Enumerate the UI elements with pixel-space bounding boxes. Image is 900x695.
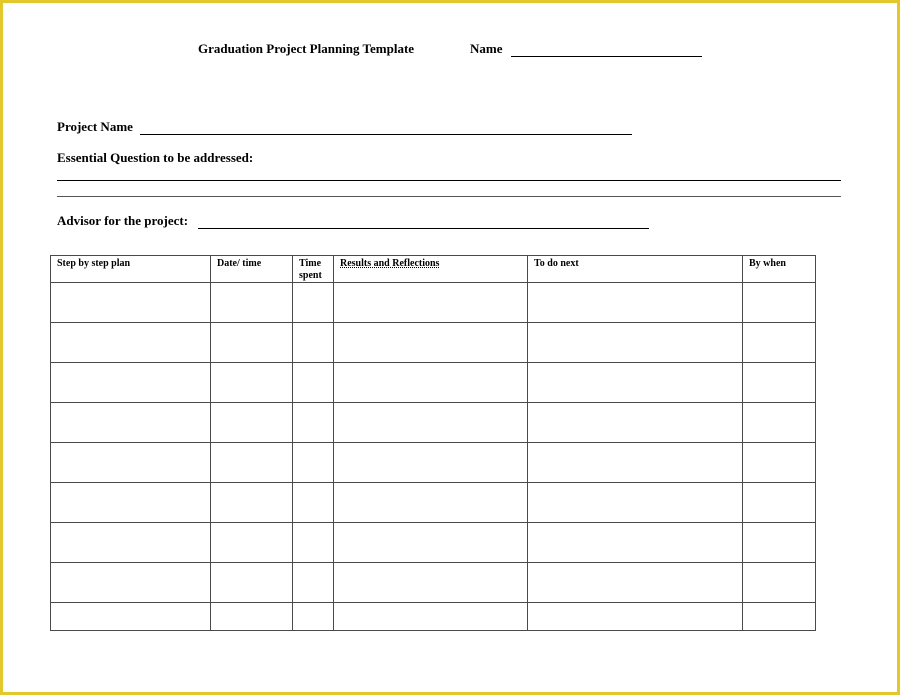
step-plan-cell[interactable] <box>51 483 211 523</box>
table-row <box>51 523 816 563</box>
date-time-cell[interactable] <box>211 483 293 523</box>
results-cell[interactable] <box>334 283 528 323</box>
planning-table <box>50 255 816 631</box>
advisor-field[interactable] <box>198 228 649 229</box>
column-header-by-when: By when <box>743 256 816 283</box>
column-header-step-plan: Step by step plan <box>51 256 211 283</box>
to-do-next-cell[interactable] <box>528 523 743 563</box>
to-do-next-cell[interactable] <box>528 283 743 323</box>
advisor-label: Advisor for the project: <box>57 213 189 228</box>
step-plan-cell[interactable] <box>51 563 211 603</box>
time-spent-cell[interactable] <box>293 283 334 323</box>
by-when-cell[interactable] <box>743 563 816 603</box>
time-spent-cell[interactable] <box>293 363 334 403</box>
results-cell[interactable] <box>334 603 528 631</box>
time-spent-cell[interactable] <box>293 523 334 563</box>
step-plan-cell[interactable] <box>51 443 211 483</box>
by-when-cell[interactable] <box>743 283 816 323</box>
project-name-label: Project Name <box>57 119 133 134</box>
to-do-next-cell[interactable] <box>528 563 743 603</box>
by-when-cell[interactable] <box>743 443 816 483</box>
to-do-next-cell[interactable] <box>528 403 743 443</box>
date-time-cell[interactable] <box>211 443 293 483</box>
name-label: Name <box>470 41 503 56</box>
by-when-cell[interactable] <box>743 363 816 403</box>
page-title: Graduation Project Planning Template <box>198 41 415 56</box>
table-row <box>51 563 816 603</box>
time-spent-cell[interactable] <box>293 563 334 603</box>
date-time-cell[interactable] <box>211 283 293 323</box>
to-do-next-cell[interactable] <box>528 323 743 363</box>
project-name-field[interactable] <box>140 134 632 135</box>
by-when-cell[interactable] <box>743 603 816 631</box>
to-do-next-cell[interactable] <box>528 483 743 523</box>
time-spent-cell[interactable] <box>293 483 334 523</box>
time-spent-cell[interactable] <box>293 403 334 443</box>
time-spent-cell[interactable] <box>293 603 334 631</box>
essential-question-line-2[interactable] <box>57 196 841 197</box>
results-cell[interactable] <box>334 523 528 563</box>
step-plan-cell[interactable] <box>51 603 211 631</box>
date-time-cell[interactable] <box>211 563 293 603</box>
table-row <box>51 603 816 631</box>
results-cell[interactable] <box>334 323 528 363</box>
by-when-cell[interactable] <box>743 483 816 523</box>
step-plan-cell[interactable] <box>51 323 211 363</box>
to-do-next-cell[interactable] <box>528 363 743 403</box>
date-time-cell[interactable] <box>211 403 293 443</box>
essential-question-label: Essential Question to be addressed: <box>57 150 254 165</box>
column-header-date-time: Date/ time <box>211 256 293 283</box>
table-row <box>51 283 816 323</box>
by-when-cell[interactable] <box>743 403 816 443</box>
to-do-next-cell[interactable] <box>528 443 743 483</box>
results-cell[interactable] <box>334 363 528 403</box>
time-spent-cell[interactable] <box>293 443 334 483</box>
step-plan-cell[interactable] <box>51 403 211 443</box>
time-spent-cell[interactable] <box>293 323 334 363</box>
date-time-cell[interactable] <box>211 523 293 563</box>
table-header-row <box>51 256 816 283</box>
date-time-cell[interactable] <box>211 603 293 631</box>
results-cell[interactable] <box>334 403 528 443</box>
table-row <box>51 363 816 403</box>
results-cell[interactable] <box>334 563 528 603</box>
to-do-next-cell[interactable] <box>528 603 743 631</box>
table-row <box>51 443 816 483</box>
name-field[interactable] <box>511 56 702 57</box>
table-row <box>51 403 816 443</box>
results-cell[interactable] <box>334 483 528 523</box>
column-header-to-do-next: To do next <box>528 256 743 283</box>
essential-question-line-1[interactable] <box>57 180 841 181</box>
results-cell[interactable] <box>334 443 528 483</box>
step-plan-cell[interactable] <box>51 283 211 323</box>
column-header-results-reflections: Results and Reflections <box>334 256 528 283</box>
by-when-cell[interactable] <box>743 523 816 563</box>
date-time-cell[interactable] <box>211 323 293 363</box>
step-plan-cell[interactable] <box>51 523 211 563</box>
table-row <box>51 323 816 363</box>
column-header-time-spent: Time spent <box>293 256 334 283</box>
table-row <box>51 483 816 523</box>
step-plan-cell[interactable] <box>51 363 211 403</box>
date-time-cell[interactable] <box>211 363 293 403</box>
by-when-cell[interactable] <box>743 323 816 363</box>
